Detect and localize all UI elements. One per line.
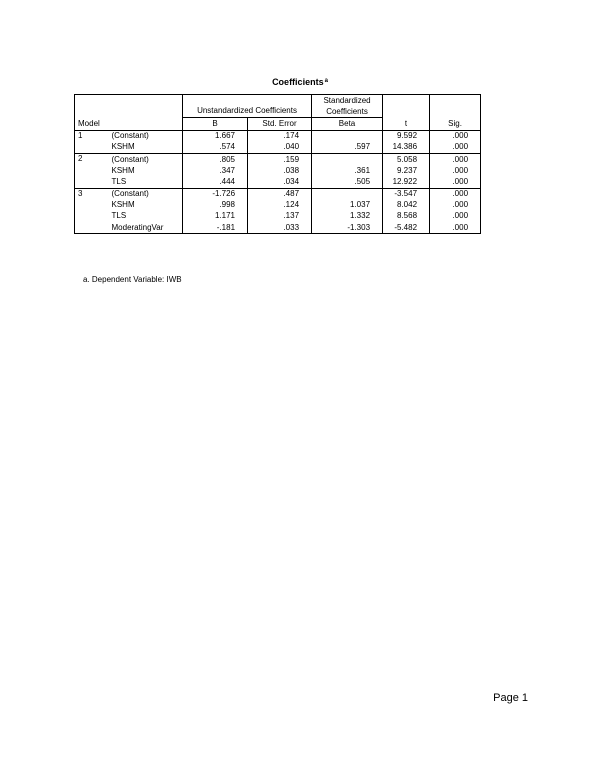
b-value: -1.726 — [183, 188, 248, 200]
table-row — [75, 142, 481, 154]
header-beta: Beta — [312, 118, 383, 130]
std-error-value: .159 — [248, 153, 312, 165]
b-value: 1.171 — [183, 211, 248, 222]
sig-value: .000 — [430, 188, 481, 200]
beta-value: .505 — [312, 176, 383, 188]
model-number: 3 — [75, 188, 109, 234]
beta-value: -1.303 — [312, 222, 383, 234]
variable-name: KSHM — [111, 142, 135, 152]
table-row — [75, 153, 481, 165]
t-value: 14.386 — [383, 142, 430, 154]
variable-name: (Constant) — [109, 188, 183, 200]
header-standardized-line1: Standardized — [312, 95, 383, 107]
variable-name: TLS — [111, 176, 127, 186]
header-unstandardized: Unstandardized Coefficients — [183, 95, 312, 118]
std-error-value: .124 — [248, 200, 312, 211]
table-title — [0, 76, 600, 87]
t-value: 8.042 — [383, 200, 430, 211]
table-row — [75, 130, 481, 142]
header-standardized-line2: Coefficients — [312, 106, 383, 118]
beta-value — [312, 188, 383, 200]
beta-value: .361 — [312, 165, 383, 176]
t-value: -3.547 — [383, 188, 430, 200]
b-value: .574 — [183, 142, 248, 154]
beta-value — [312, 153, 383, 165]
sig-value: .000 — [430, 165, 481, 176]
variable-name: (Constant) — [109, 130, 183, 142]
model-number: 2 — [75, 153, 109, 188]
sig-value: .000 — [430, 176, 481, 188]
b-value: -.181 — [183, 222, 248, 234]
std-error-value: .040 — [248, 142, 312, 154]
sig-value: .000 — [430, 153, 481, 165]
variable-name: TLS — [111, 211, 127, 221]
header-t: t — [383, 95, 430, 131]
coefficients-table — [74, 94, 481, 234]
table-row — [75, 211, 481, 222]
header-std-error: Std. Error — [248, 118, 312, 130]
b-value: .444 — [183, 176, 248, 188]
table-row — [75, 200, 481, 211]
sig-value: .000 — [430, 200, 481, 211]
std-error-value: .137 — [248, 211, 312, 222]
variable-name: (Constant) — [109, 153, 183, 165]
variable-name: KSHM — [111, 165, 135, 175]
table-row — [75, 188, 481, 200]
table-title-text: Coefficients — [272, 77, 324, 87]
beta-value: .597 — [312, 142, 383, 154]
t-value: 5.058 — [383, 153, 430, 165]
b-value: .805 — [183, 153, 248, 165]
header-model: Model — [78, 118, 100, 128]
sig-value: .000 — [430, 222, 481, 234]
std-error-value: .038 — [248, 165, 312, 176]
beta-value: 1.037 — [312, 200, 383, 211]
b-value: 1.667 — [183, 130, 248, 142]
variable-name: KSHM — [111, 200, 135, 210]
table-footnote: a. Dependent Variable: IWB — [83, 275, 182, 284]
model-number: 1 — [75, 130, 109, 153]
b-value: .347 — [183, 165, 248, 176]
sig-value: .000 — [430, 142, 481, 154]
t-value: 12.922 — [383, 176, 430, 188]
variable-name: ModeratingVar — [111, 222, 164, 232]
sig-value: .000 — [430, 130, 481, 142]
std-error-value: .033 — [248, 222, 312, 234]
title-footnote-marker: a — [324, 78, 328, 84]
header-row-1 — [75, 95, 481, 107]
table-row — [75, 165, 481, 176]
beta-value — [312, 130, 383, 142]
beta-value: 1.332 — [312, 211, 383, 222]
page-number: Page 1 — [493, 692, 528, 704]
std-error-value: .487 — [248, 188, 312, 200]
table-row — [75, 222, 481, 234]
t-value: 8.568 — [383, 211, 430, 222]
header-sig: Sig. — [430, 95, 481, 131]
table-row — [75, 176, 481, 188]
sig-value: .000 — [430, 211, 481, 222]
std-error-value: .174 — [248, 130, 312, 142]
b-value: .998 — [183, 200, 248, 211]
t-value: -5.482 — [383, 222, 430, 234]
t-value: 9.237 — [383, 165, 430, 176]
std-error-value: .034 — [248, 176, 312, 188]
t-value: 9.592 — [383, 130, 430, 142]
header-b: B — [183, 118, 248, 130]
